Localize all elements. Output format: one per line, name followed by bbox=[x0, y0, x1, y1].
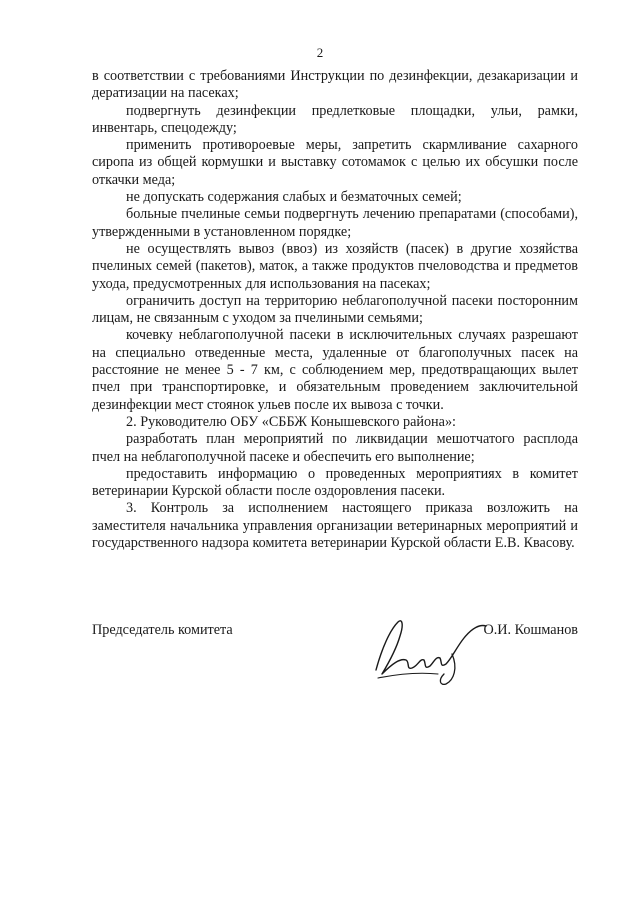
paragraph: не осуществлять вывоз (ввоз) из хозяйств (пасек) в другие хозяйства пчелиных семей (пакетов), маток, а также продуктов пчеловодства и предметов ухода, предусмотренных для использования на пасеках; bbox=[92, 240, 578, 292]
paragraph: разработать план мероприятий по ликвидации мешотчатого расплода пчел на неблагополучной пасеке и обеспечить его выполнение; bbox=[92, 431, 578, 465]
paragraph: 2. Руководителю ОБУ «СББЖ Конышевского района»: bbox=[126, 413, 456, 430]
paragraph: 3. Контроль за исполнением настоящего приказа возложить на заместителя начальника управления организации ветеринарных мероприятий и государственного надзора комитета ветеринарии Курской области Е.В. Квасову. bbox=[92, 500, 578, 552]
paragraph: применить противороевые меры, запретить скармливание сахарного сиропа из общей кормушки и выставку сотомамок с целью их обсушки после откачки меда; bbox=[92, 137, 578, 188]
paragraph: подвергнуть дезинфекции предлетковые площадки, ульи, рамки, инвентарь, спецодежду; bbox=[92, 102, 578, 136]
paragraph: не допускать содержания слабых и безматочных семей; bbox=[126, 189, 462, 206]
paragraph: ограничить доступ на территорию неблагополучной пасеки посторонним лицам, не связанным с уходом за пчелиными семьями; bbox=[92, 292, 578, 327]
signature-block bbox=[92, 622, 578, 642]
page-number: 2 bbox=[316, 45, 324, 60]
handwritten-signature bbox=[368, 608, 498, 688]
document-body bbox=[92, 68, 578, 552]
paragraph: в соответствии с требованиями Инструкции по дезинфекции, дезакаризации и дератизации на пасеках; bbox=[92, 68, 578, 102]
paragraph: кочевку неблагополучной пасеки в исключительных случаях разрешают на специально отведенные места, удаленные от благополучных пасек на расстояние не менее 5 - 7 км, с соблюдением мер, предотвращающих вылет пчел при транспортировке, и обязательным проведением заключительной дезинфекции мест стоянок ульев после их вывоза с точки. bbox=[92, 327, 578, 413]
signatory-title: Председатель комитета bbox=[92, 622, 233, 638]
signatory-name: О.И. Кошманов bbox=[483, 622, 578, 638]
paragraph: предоставить информацию о проведенных мероприятиях в комитет ветеринарии Курской области после оздоровления пасеки. bbox=[92, 465, 578, 500]
paragraph: больные пчелиные семьи подвергнуть лечению препаратами (способами), утвержденными в установленном порядке; bbox=[92, 206, 578, 240]
